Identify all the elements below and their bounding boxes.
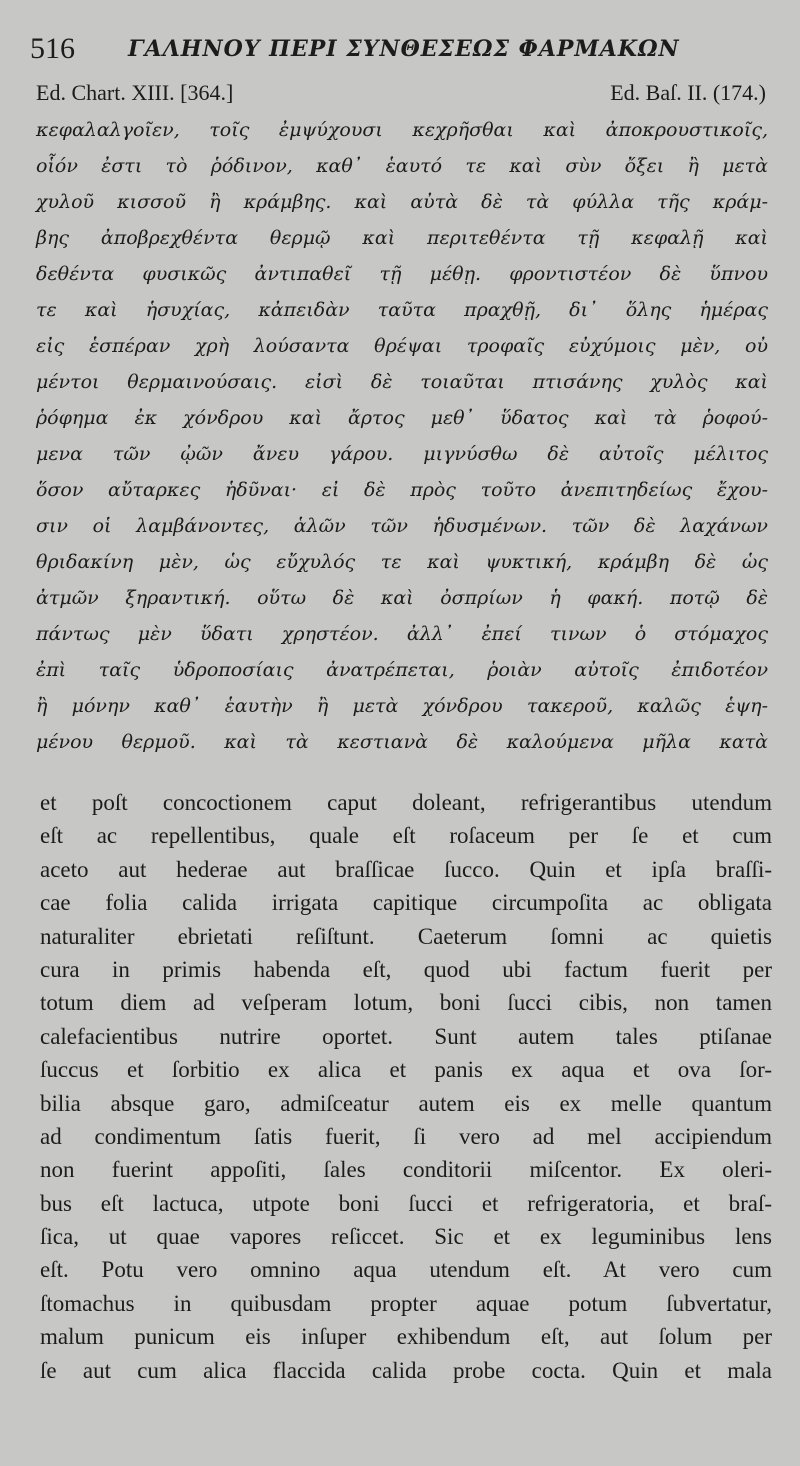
latin-text-line: cae folia calida irrigata capitique circumpoſita ac obligata <box>40 890 772 916</box>
greek-text-line: δεθέντα φυσικῶς ἀντιπαθεῖ τῇ μέθῃ. φροντιστέον δὲ ὕπνου <box>36 263 768 285</box>
edition-right: Ed. Baſ. II. (174.) <box>610 80 766 105</box>
page-number: 516 <box>30 32 75 65</box>
latin-text-line: calefacientibus nutrire oportet. Sunt autem tales ptiſanae <box>40 1023 772 1049</box>
greek-text-line: κεφαλαλγοῖεν, τοῖς ἐμψύχουσι κεχρῆσθαι καὶ ἀποκρουστικοῖς, <box>36 119 768 141</box>
latin-text-line: totum diem ad veſperam lotum, boni ſucci cibis, non tamen <box>40 990 772 1016</box>
greek-text-line: ὅσον αὔταρκες ἡδῦναι· εἰ δὲ πρὸς τοῦτο ἀνεπιτηδείως ἔχου- <box>36 479 768 501</box>
latin-text-line: ſica, ut quae vapores reſiccet. Sic et ex leguminibus lens <box>40 1224 772 1250</box>
greek-text-line: ῥόφημα ἐκ χόνδρου καὶ ἄρτος μεθ᾽ ὕδατος καὶ τὰ ῥοφού- <box>36 407 768 429</box>
latin-text-line: ſtomachus in quibusdam propter aquae potum ſubvertatur, <box>40 1290 772 1316</box>
greek-text-line: μέντοι θερμαινούσαις. εἰσὶ δὲ τοιαῦται πτισάνης χυλὸς καὶ <box>36 371 768 393</box>
latin-text-line: aceto aut hederae aut braſſicae ſucco. Quin et ipſa braſſi- <box>40 856 772 882</box>
latin-text-line: et poſt concoctionem caput doleant, refrigerantibus utendum <box>40 790 772 815</box>
greek-text-line: εἰς ἑσπέραν χρὴ λούσαντα θρέψαι τροφαῖς εὐχύμοις μὲν, οὐ <box>36 335 768 357</box>
latin-text-line: eſt ac repellentibus, quale eſt roſaceum per ſe et cum <box>40 823 772 849</box>
latin-text-line: ſe aut cum alica flaccida calida probe cocta. Quin et mala <box>40 1357 772 1383</box>
greek-text-line: πάντως μὲν ὕδατι χρηστέον. ἀλλ᾽ ἐπεί τινων ὁ στόμαχος <box>36 623 768 645</box>
page-title: ΓΑΛΗΝΟΥ ΠΕΡΙ ΣΥΝΘΕΣΕΩΣ ΦΑΡΜΑΚΩΝ <box>128 36 680 62</box>
latin-text-line: ſuccus et ſorbitio ex alica et panis ex aqua et ova ſor- <box>40 1057 772 1083</box>
greek-text-line: ἐπὶ ταῖς ὑδροποσίαις ἀνατρέπεται, ῥοιὰν αὐτοῖς ἐπιδοτέον <box>36 659 768 681</box>
latin-text-line: bilia absque garo, admiſceatur autem eis ex melle quantum <box>40 1090 772 1116</box>
latin-text-line: malum punicum eis inſuper exhibendum eſt, aut ſolum per <box>40 1324 772 1350</box>
edition-line <box>36 80 766 110</box>
greek-text-line: θριδακίνη μὲν, ὡς εὔχυλός τε καὶ ψυκτική, κράμβη δὲ ὡς <box>36 551 768 573</box>
greek-text-line: βης ἀποβρεχθέντα θερμῷ καὶ περιτεθέντα τῇ κεφαλῇ καὶ <box>36 227 768 249</box>
greek-text-line: τε καὶ ἡσυχίας, κἀπειδὰν ταῦτα πραχθῇ, δι᾽ ὅλης ἡμέρας <box>36 299 768 321</box>
latin-text-line: ad condimentum ſatis fuerit, ſi vero ad mel accipiendum <box>40 1123 772 1149</box>
latin-text-block <box>40 786 772 1387</box>
latin-text-line: non fuerint appoſiti, ſales conditorii miſcentor. Ex oleri- <box>40 1157 772 1183</box>
latin-text-line: eſt. Potu vero omnino aqua utendum eſt. At vero cum <box>40 1257 772 1283</box>
greek-text-line: ἢ μόνην καθ᾽ ἑαυτὴν ἢ μετὰ χόνδρου τακεροῦ, καλῶς ἑψη- <box>36 695 768 717</box>
greek-text-block <box>36 112 768 760</box>
greek-text-line: μενα τῶν ᾠῶν ἄνευ γάρου. μιγνύσθω δὲ αὐτοῖς μέλιτος <box>36 443 768 465</box>
greek-text-line: μένου θερμοῦ. καὶ τὰ κεστιανὰ δὲ καλούμενα μῆλα κατὰ <box>36 731 768 753</box>
greek-text-line: ἀτμῶν ξηραντική. οὕτω δὲ καὶ ὀσπρίων ἡ φακή. ποτῷ δὲ <box>36 587 768 609</box>
latin-text-line: naturaliter ebrietati reſiſtunt. Caeterum ſomni ac quietis <box>40 923 772 949</box>
running-head <box>30 30 770 74</box>
greek-text-line: σιν οἱ λαμβάνοντες, ἁλῶν τῶν ἡδυσμένων. τῶν δὲ λαχάνων <box>36 515 768 537</box>
greek-text-line: οἷόν ἐστι τὸ ῥόδινον, καθ᾽ ἑαυτό τε καὶ σὺν ὄξει ἢ μετὰ <box>36 155 768 177</box>
latin-text-line: bus eſt lactuca, utpote boni ſucci et refrigeratoria, et braſ- <box>40 1190 772 1216</box>
greek-text-line: χυλοῦ κισσοῦ ἢ κράμβης. καὶ αὐτὰ δὲ τὰ φύλλα τῆς κράμ- <box>36 191 768 213</box>
edition-left: Ed. Chart. XIII. [364.] <box>36 80 234 105</box>
latin-text-line: cura in primis habenda eſt, quod ubi factum fuerit per <box>40 956 772 982</box>
